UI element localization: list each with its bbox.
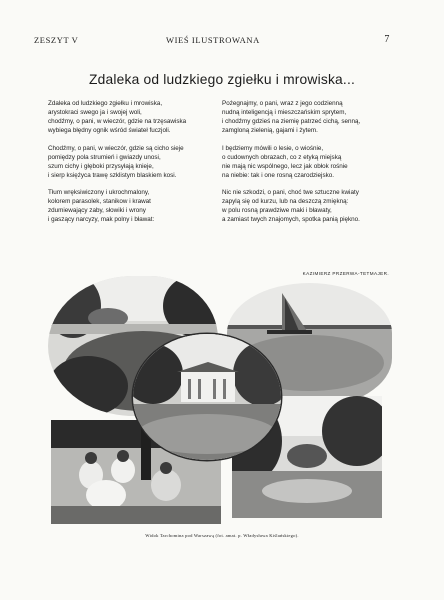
- poem-line: wybiega błędny ognik wśród świateł fuczjoli.: [48, 127, 171, 135]
- poem-line: na niebie: tak i one rosną czarodziejsko.: [222, 171, 335, 179]
- magazine-title: WIEŚ ILUSTROWANA: [166, 35, 260, 45]
- poem-line: arystokraci swego ja i swojej woli,: [48, 109, 142, 117]
- poem-line: o cudownych obrazach, co z etyką miejską: [222, 153, 342, 161]
- stanza: [222, 99, 392, 135]
- stanza: [222, 188, 392, 224]
- poem-left-column: [48, 99, 218, 233]
- poem-line: pomiędzy pola strumień i gwiazdy unosi,: [48, 153, 161, 161]
- stanza: [48, 188, 218, 224]
- poem-line: zamgloną zielenią, gajami i żytem.: [222, 127, 318, 135]
- stanza: [48, 144, 218, 180]
- photo-manor-house: [133, 334, 281, 460]
- poem-line: I będziemy mówili o lesie, o wiośnie,: [222, 144, 324, 152]
- poem-line: zapylą się od kurzu, lub na deszczą zmiękną:: [222, 198, 349, 206]
- poem-line: Pożegnajmy, o pani, wraz z jego codzienną: [222, 100, 343, 107]
- poem-line: Chodźmy, o pani, w wieczór, gdzie są cicho siejе: [48, 144, 184, 152]
- page-header: [34, 35, 390, 49]
- poem-line: kolorem parasolek, stanikow i krawat: [48, 198, 151, 206]
- poem-line: Tłum wręksiwiczony i ukrochmalony,: [48, 189, 150, 197]
- poem-line: nie mają nic wspólnego, lecz jak obłok rośnie: [222, 162, 348, 170]
- poem-right-column: [222, 99, 392, 233]
- stanza: [48, 99, 218, 135]
- poem-line: Nic nie szkodzi, o pani, choć twe sztuczne kwiaty: [222, 189, 359, 197]
- page-number: 7: [384, 34, 390, 45]
- stanza: [222, 144, 392, 180]
- photo-caption: Widok Tarchomina pod Warszawą (fot. amat. p. Władysława Kiślańskiego).: [145, 533, 299, 538]
- poem-line: Zdaleka od ludzkiego zgiełku i mrowiska,: [48, 100, 163, 107]
- poem-line: w polu rosną prawdziwe maki i bławaty,: [222, 207, 332, 215]
- poem-line: szum cichy i głęboki przysyłają knieje,: [48, 162, 154, 170]
- poem-title: Zdaleka od ludzkiego zgiełku i mrowiska...: [88, 72, 356, 87]
- poem-line: i gaszący narcyzy, mak polny i bławat:: [48, 216, 155, 224]
- poem-author: KAZIMIERZ PRZERWA-TETMAJER.: [302, 271, 389, 276]
- poem-line: a zamiast twych znajomych, spotka panią piękno.: [222, 216, 360, 224]
- poem-line: chodźmy, o pani, w wieczór, gdzie na trzęsawiska: [48, 118, 187, 126]
- poem-line: zdumiewający zaby, słowiki i wrony: [48, 207, 146, 215]
- poem-line: i chodźmy gdzieś na ziemię patrzeć cichą, senną,: [222, 118, 361, 126]
- poem-line: i sierp księżyca trawę szklistym blaskiem kosi.: [48, 171, 177, 179]
- issue-label: ZESZYT V: [34, 35, 79, 45]
- poem-line: nudną inteligencją i mieszczańskim sprytem,: [222, 109, 347, 117]
